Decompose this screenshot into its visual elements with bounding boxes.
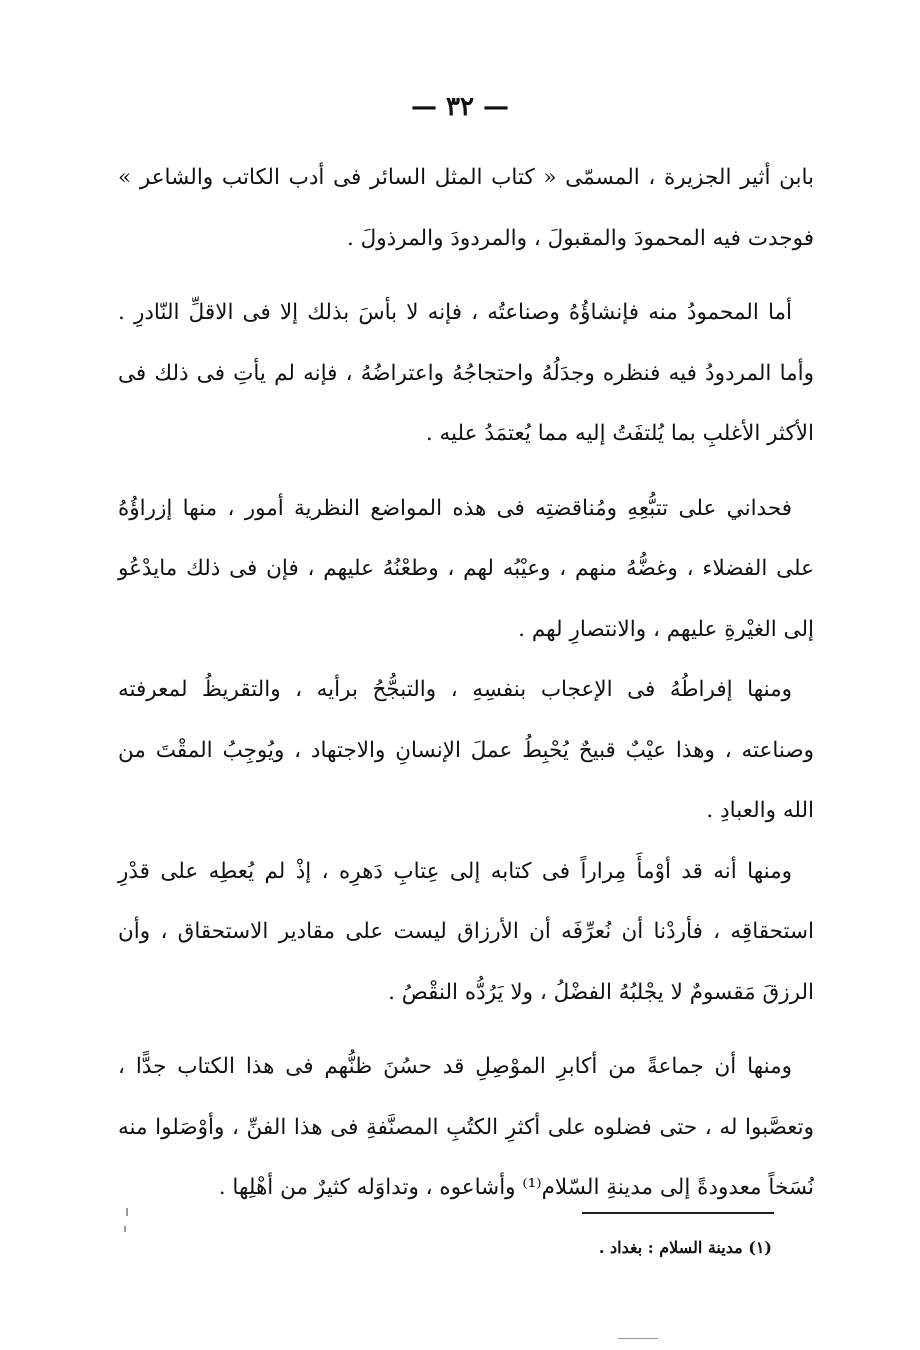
- footnote-divider: [582, 1212, 774, 1214]
- scan-speck: [126, 1208, 128, 1216]
- footnote: (١) مدينة السلام : بغداد .: [598, 1238, 772, 1257]
- paragraph-4: ومنها إفراطُهُ فى الإعجاب بنفسِهِ ، والتبجُّحُ برأيه ، والتقريظُ لمعرفته وصناعته ، وهذا عيْبٌ قبيحٌ يُحْبِطُ عملَ الإنسانِ والاجتهاد ، ويُوجِبُ المقْتَ من الله والعبادِ .: [118, 677, 814, 823]
- paragraph-6: ومنها أن جماعةً من أكابرِ الموْصِلِ قد حسُنَ ظنُّهم فى هذا الكتاب جدًّا ، وتعصَّبوا له ، حتى فضلوه على أكثرِ الكتُبِ المصنَّفةِ فى هذا الفنِّ ، وأوْصَلوا منه نُسَخاً معدودةً إلى مدينةِ السّلام⁽¹⁾ وأشاعوه ، وتداوَله كثيرٌ من أهْلِها .: [118, 1054, 814, 1200]
- paragraph-1: بابن أثير الجزيرة ، المسمّى « كتاب المثل السائر فى أدب الكاتب والشاعر » فوجدت فيه المحمودَ والمقبولَ ، والمردودَ والمرذولَ .: [118, 165, 814, 251]
- scan-speck: [618, 1338, 658, 1339]
- body-text: [118, 148, 814, 1219]
- page-number: — ٣٢ —: [410, 92, 510, 122]
- scan-speck: [124, 1226, 126, 1232]
- paragraph-5: ومنها أنه قد أوْمأَ مِراراً فى كتابه إلى عِتابِ دَهرِه ، إذْ لم يُعطِه على قدْرِ استحقاقِه ، فأردْنا أن نُعرِّفَه أن الأرزاق ليست على مقادير الاستحقاق ، وأن الرزقَ مَقسومٌ لا يجْلبُهُ الفضْلُ ، ولا يَرُدُّه النقْصُ .: [118, 858, 814, 1005]
- paragraph-3: فحداني على تتبُّعِهِ ومُناقضتِه فى هذه المواضع النظرية أمور ، منها إزراؤُهُ على الفضلاء ، وغضُّهُ منهم ، وعيْبُه لهم ، وطعْنُهُ عليهم ، فإن فى ذلك مايدْعُو إلى الغيْرةِ عليهم ، والانتصارِ لهم .: [118, 495, 814, 642]
- paragraph-2: أما المحمودُ منه فإنشاؤُهُ وصناعتُه ، فإنه لا بأسَ بذلك إلا فى الاقلِّ النّادرِ . وأما المردودُ فيه فنظره وجدَلُهُ واحتجاجُهُ واعتراضُهُ ، فإنه لم يأتِ فى ذلك فى الأكثر الأغلبِ بما يُلتفَتُ إليه مما يُعتمَدُ عليه .: [118, 300, 814, 446]
